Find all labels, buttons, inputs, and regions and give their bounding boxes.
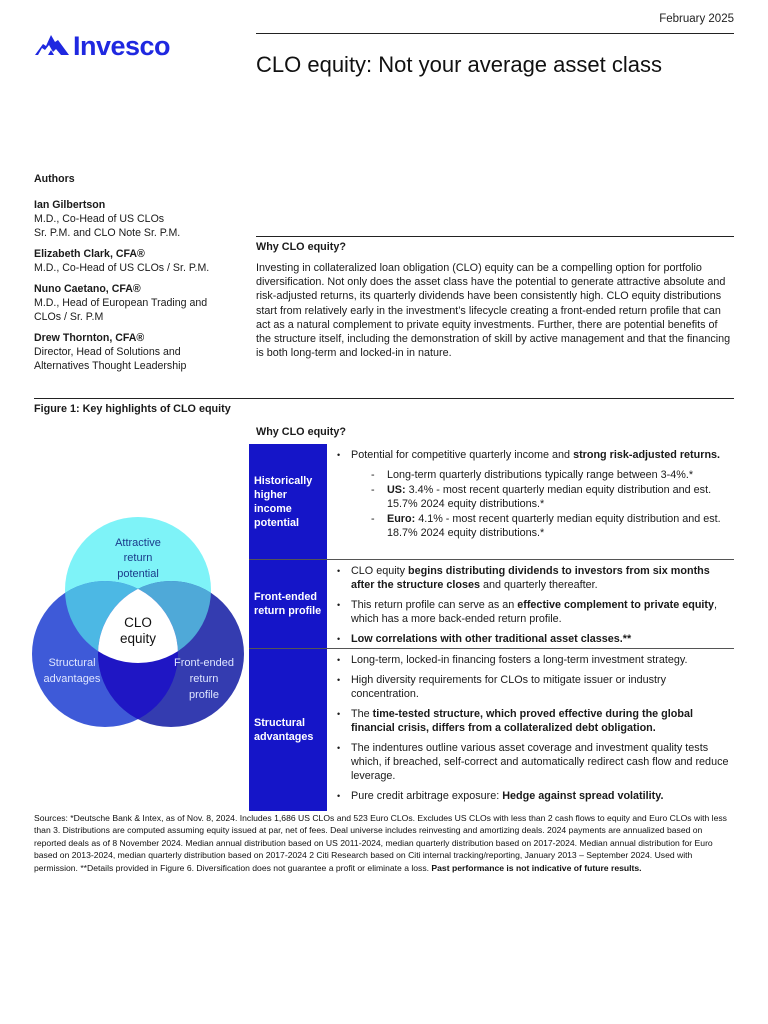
row-content [327,444,734,559]
highlights-row [249,444,734,560]
sub-bold: Euro: [387,513,416,525]
venn-center-label-2: equity [119,631,157,646]
venn-left-label-2: advantages [43,673,101,685]
authors-list [34,198,249,373]
sub-text: 3.4% - most recent quarterly median equity distribution and est. 15.7% 2024 equity distributions.* [387,484,712,510]
bullet-item [335,707,734,735]
venn-diagram [30,515,250,750]
bullet-item [335,653,734,667]
bullet-item [335,673,734,701]
sub-bold: US: [387,484,406,496]
author-role: M.D., Co-Head of US CLOs [34,213,165,225]
bullet-item [335,632,734,646]
author-role: Alternatives Thought Leadership [34,360,187,372]
bullet-text: and quarterly thereafter. [480,579,598,591]
highlights-row [249,649,734,811]
bullet-bold: Hedge against spread volatility. [502,790,664,802]
publication-date: February 2025 [659,13,734,25]
venn-top-label-2: return [123,552,153,564]
bullet-text: This return profile can serve as an [351,599,518,611]
bullet-list [335,653,734,803]
sub-item [351,512,734,540]
author-name: Nuno Caetano, CFA® [34,283,141,295]
row-label: Structural advantages [249,649,327,811]
author-entry [34,198,249,240]
sources-disclaimer: Past performance is not indicative of future results. [431,862,642,873]
author-entry [34,331,249,373]
bullet-bold: time-tested structure, which proved effective during the global financial crisis, differs from a collateralized debt obligation. [351,708,693,734]
table-heading: Why CLO equity? [256,426,346,438]
bullet-text: The indentures outline various asset coverage and investment quality tests which, if breached, self-correct and automatically redirect cash flow and reduce leverage. [351,742,729,782]
row-content [327,649,734,811]
bullet-text: Pure credit arbitrage exposure: [351,790,503,802]
bullet-text: , which has a more back-ended return profile. [351,599,718,625]
document-title: CLO equity: Not your average asset class [256,52,662,77]
bullet-item [335,598,734,626]
venn-top-label-1: Attractive [115,537,161,549]
bullet-bold: effective complement to private equity [517,599,715,611]
author-role: M.D., Head of European Trading and [34,297,208,309]
author-name: Elizabeth Clark, CFA® [34,248,145,260]
venn-right-label-1: Front-ended [174,657,234,669]
sub-item [351,483,734,511]
venn-left-label-1: Structural [48,657,96,669]
why-body: Investing in collateralized loan obligation (CLO) equity can be a compelling option for portfolio diversification. Not only does the asset class have the potential to generate attractive absolute and risk-adjusted returns, its quarterly dividends have been consistently high. CLO equity distributions start from relatively early in the investment’s lifecycle creating a front-ended return profile that can act as a natural complement to private equity investments. Further, there are potential benefits of the structure itself, including the demonstration of skill by active management and that the financing is both long-term and locked-in in nature. [256,262,731,360]
bullet-bold: Low correlations with other traditional asset classes.** [351,633,632,645]
author-role: Sr. P.M. and CLO Note Sr. P.M. [34,227,181,239]
sub-item [351,468,734,482]
venn-right-label-2: return [189,673,219,685]
bullet-bold: begins distributing dividends to investors from six months after the structure closes [351,565,710,591]
sub-list [351,468,734,540]
mountain-logo-icon [34,30,70,63]
why-heading: Why CLO equity? [256,241,346,253]
why-divider [256,236,734,237]
authors-block [34,172,249,380]
authors-heading: Authors [34,173,75,185]
bullet-text: CLO equity [351,565,409,577]
author-entry [34,247,249,275]
highlights-table [249,444,734,811]
bullet-item [335,564,734,592]
header-divider [256,33,734,34]
bullet-list [335,564,734,646]
author-name: Ian Gilbertson [34,199,106,211]
author-role: M.D., Co-Head of US CLOs / Sr. P.M. [34,262,210,274]
bullet-text: Long-term, locked-in financing fosters a long-term investment strategy. [351,654,688,666]
author-name: Drew Thornton, CFA® [34,332,145,344]
author-role: CLOs / Sr. P.M [34,311,104,323]
figure-title: Figure 1: Key highlights of CLO equity [34,403,231,415]
invesco-logo [34,30,170,63]
bullet-text: Potential for competitive quarterly income and [351,449,574,461]
sub-text: 4.1% - most recent quarterly median equity distribution and est. 18.7% 2024 equity distributions.* [387,513,721,539]
sources-footnote [34,812,734,874]
venn-top-label-3: potential [117,568,159,580]
figure-divider [34,398,734,399]
author-entry [34,282,249,324]
venn-center-label-1: CLO [124,615,152,630]
bullet-text: High diversity requirements for CLOs to mitigate issuer or industry concentration. [351,674,667,700]
bullet-bold: strong risk-adjusted returns. [573,449,721,461]
sources-text: Sources: *Deutsche Bank & Intex, as of Nov. 8, 2024. Includes 1,686 US CLOs and 523 Euro CLOs. Excludes US CLOs with less than 2 cash flows to equity and Euro CLOs with less than 3. Distributions are computed assuming equity issued at par, net of fees. Deal universe includes reinvesting and amortizing deals. 2024 payments are annualized based on reported deals as of 8 November 2024. Median annual distribution based on US 2011-2024, median quarterly distribution based on 2017-2024. Median annual distribution for Euro based on 2013-2024, median quarterly distribution based on 2017-2024 2 Citi Research based on Citi internal tracking/reporting, January 2013 – September 2024. Used with permission. **Details provided in Figure 6. Diversification does not guarantee a profit or eliminate a loss. [34,813,727,873]
highlights-row [249,560,734,649]
author-role: Director, Head of Solutions and [34,346,181,358]
row-label: Historically higher income potential [249,444,327,559]
bullet-item [335,789,734,803]
row-label: Front-ended return profile [249,560,327,648]
sub-text: Long-term quarterly distributions typically range between 3-4%.* [387,469,694,481]
brand-name: Invesco [73,31,171,61]
bullet-list [335,448,734,540]
bullet-text: The [351,708,373,720]
venn-right-label-3: profile [189,689,219,701]
bullet-item [335,448,734,540]
bullet-item [335,741,734,783]
row-content [327,560,734,648]
